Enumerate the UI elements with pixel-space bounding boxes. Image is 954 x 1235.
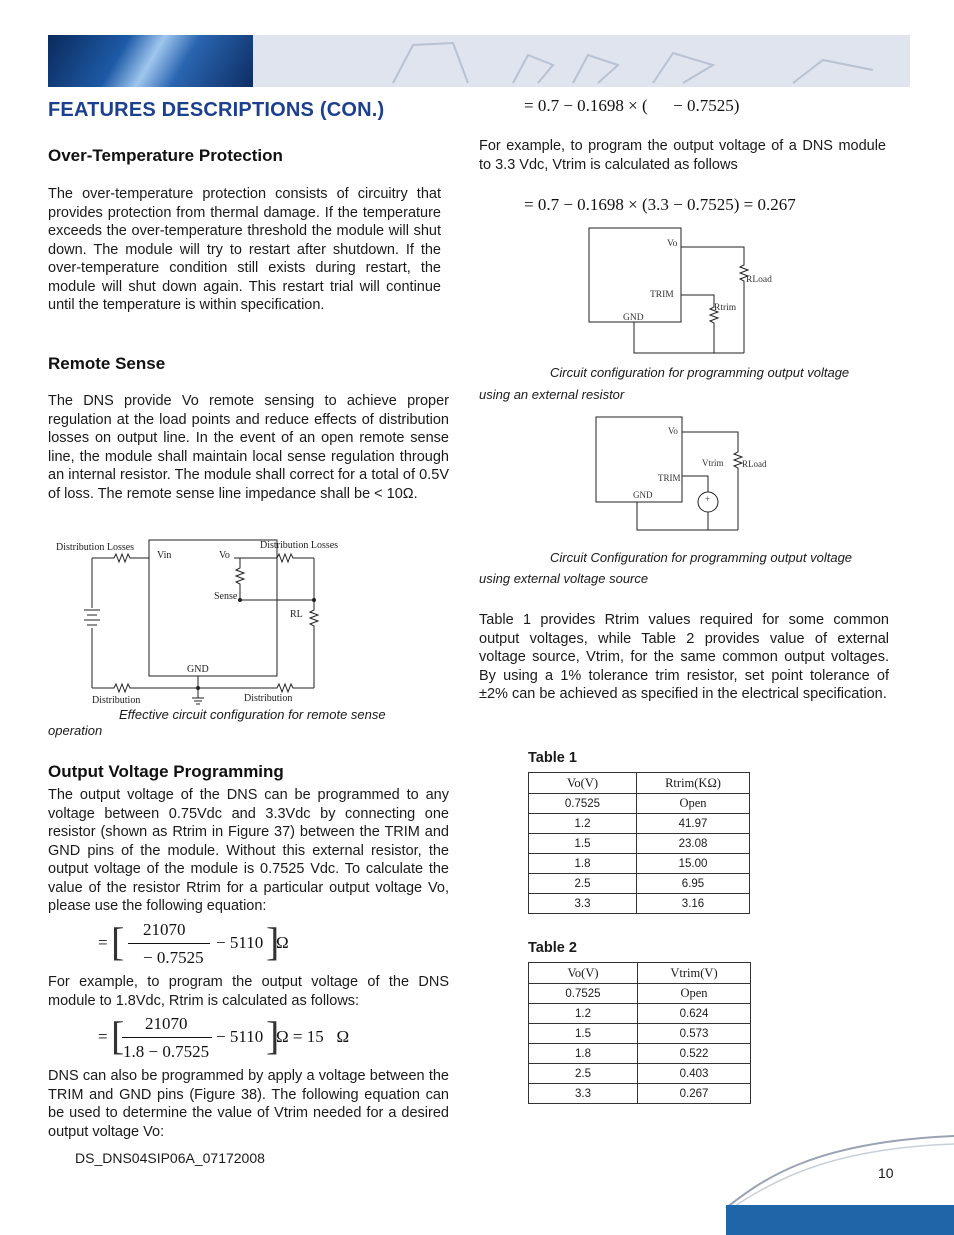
- fig3-vtrim: Vtrim: [702, 458, 724, 468]
- table-row: 1.5 23.08: [529, 834, 750, 854]
- table-row: 2.5 0.403: [529, 1064, 751, 1084]
- table-row: 2.5 6.95: [529, 874, 750, 894]
- table2-header-vtrim: Vtrim(V): [638, 963, 751, 984]
- rtrim-equation: = [ 21070 − 0.7525 − 5110 ] Ω: [98, 919, 289, 967]
- page-number: 10: [878, 1165, 894, 1181]
- fig3-vo: Vo: [668, 426, 678, 436]
- remote-sense-title: Remote Sense: [48, 354, 166, 373]
- fig2-caption-line2: using an external resistor: [479, 387, 625, 402]
- otp-title: Over-Temperature Protection: [48, 146, 283, 165]
- label-dist-losses-left: Distribution Losses: [56, 542, 135, 553]
- banner-image: [48, 35, 253, 87]
- fig2-trim: TRIM: [650, 290, 674, 300]
- section-title: FEATURES DESCRIPTIONS (CON.): [48, 99, 385, 121]
- rtrim-example-equation: = [ 21070 1.8 − 0.7525 − 5110 ] Ω = 15 Ω: [98, 1013, 350, 1061]
- banner-decoration: [253, 35, 910, 87]
- table-row: 1.5 0.573: [529, 1024, 751, 1044]
- fig3-caption-line2: using external voltage source: [479, 571, 649, 586]
- vtrim-example-equation: = 0.7 − 0.1698 × (3.3 − 0.7525) = 0.267: [524, 195, 796, 214]
- document-id: DS_DNS04SIP06A_07172008: [75, 1150, 265, 1166]
- table1-header-rtrim: Rtrim(KΩ): [637, 773, 750, 794]
- example2-paragraph: For example, to program the output voltage of a DNS module to 3.3 Vdc, Vtrim is calculated as follows: [479, 138, 886, 173]
- label-sense: Sense: [214, 591, 238, 602]
- vtrim-paragraph: DNS can also be programmed by apply a voltage between the TRIM and GND pins (Figure 38). The following equation can be used to determine the value of Vtrim needed for a desired output voltage Vo:: [48, 1068, 449, 1140]
- footer-bar: [726, 1205, 954, 1235]
- label-gnd: GND: [187, 664, 209, 675]
- trim-resistor-circuit-figure: [588, 227, 778, 355]
- fig3-gnd: GND: [633, 490, 653, 500]
- label-dist-bottom-right: Distribution: [244, 693, 293, 704]
- ovp-paragraph: The output voltage of the DNS can be programmed to any voltage between 0.75Vdc and 3.3Vdc by connecting one resistor (shown as Rtrim in Figure 37) between the TRIM and GND pins of the module. Without this external resistor, the output voltage of the module is 0.7525 Vdc. To calculate the value of the resistor Rtrim for a particular output voltage Vo, please use the following equation:: [48, 787, 449, 914]
- table2-header-vo: Vo(V): [529, 963, 638, 984]
- fig2-gnd: GND: [623, 313, 644, 323]
- label-rl: RL: [290, 609, 303, 620]
- table1-header-vo: Vo(V): [529, 773, 637, 794]
- table-row: 1.8 0.522: [529, 1044, 751, 1064]
- fig2-rload: RLoad: [746, 275, 772, 285]
- header-banner: [48, 35, 910, 87]
- remote-sense-circuit-figure: [52, 538, 352, 706]
- table2: [528, 962, 751, 1104]
- label-vo: Vo: [219, 550, 230, 561]
- trim-voltage-source-figure: [595, 416, 775, 532]
- remote-sense-paragraph: The DNS provide Vo remote sensing to achieve proper regulation at the load points and reduce effects of distribution losses on output line. In the event of an open remote sense line, the module shall maintain local sense regulation through an internal resistor. The module shall correct for a total of 0.5V of loss. The remote sense line impedance shall be < 10Ω.: [48, 393, 449, 502]
- label-dist-bottom-left: Distribution: [92, 695, 141, 706]
- fig3-plus: +: [705, 494, 711, 504]
- ovp-title: Output Voltage Programming: [48, 762, 284, 781]
- table-row: 3.3 3.16: [529, 894, 750, 914]
- table-row: 0.7525 Open: [529, 984, 751, 1004]
- otp-paragraph: The over-temperature protection consists of circuitry that provides protection from thermal damage. If the temperature exceeds the over-temperature threshold the module will shut down. The module will try to restart after shutdown. If the over-temperature condition still exists during restart, the module will shut down again. This restart trial will continue until the temperature is within specification.: [48, 186, 441, 313]
- fig3-caption-line1: Circuit Configuration for programming output voltage: [550, 550, 853, 565]
- example1-paragraph: For example, to program the output voltage of the DNS module to 1.8Vdc, Rtrim is calculated as follows:: [48, 974, 449, 1009]
- table-row: 1.2 41.97: [529, 814, 750, 834]
- fig2-vo: Vo: [667, 239, 678, 249]
- table1: [528, 772, 750, 914]
- fig3-trim: TRIM: [658, 473, 681, 483]
- table-row: 3.3 0.267: [529, 1084, 751, 1104]
- table-row: 1.8 15.00: [529, 854, 750, 874]
- table1-title: Table 1: [528, 750, 577, 766]
- tables-paragraph: Table 1 provides Rtrim values required for some common output voltages, while Table 2 provides value of external voltage source, Vtrim, for the same common output voltages. By using a 1% tolerance trim resistor, set point tolerance of ±2% can be achieved as specified in the electrical specification.: [479, 612, 889, 702]
- table-row: 1.2 0.624: [529, 1004, 751, 1024]
- footer-swoosh-decoration: [722, 1130, 954, 1210]
- fig2-rtrim: Rtrim: [714, 303, 737, 313]
- fig3-rload: RLoad: [742, 459, 767, 469]
- table-row: 0.7525 Open: [529, 794, 750, 814]
- remote-sense-caption-line2: operation: [48, 723, 103, 738]
- remote-sense-caption-line1: Effective circuit configuration for remote sense: [119, 707, 386, 722]
- label-vin: Vin: [157, 550, 172, 561]
- table2-title: Table 2: [528, 940, 577, 956]
- fig2-caption-line1: Circuit configuration for programming output voltage: [550, 365, 850, 380]
- label-dist-losses-right: Distribution Losses: [260, 540, 339, 551]
- vtrim-equation: = 0.7 − 0.1698 × ( − 0.7525): [524, 96, 740, 115]
